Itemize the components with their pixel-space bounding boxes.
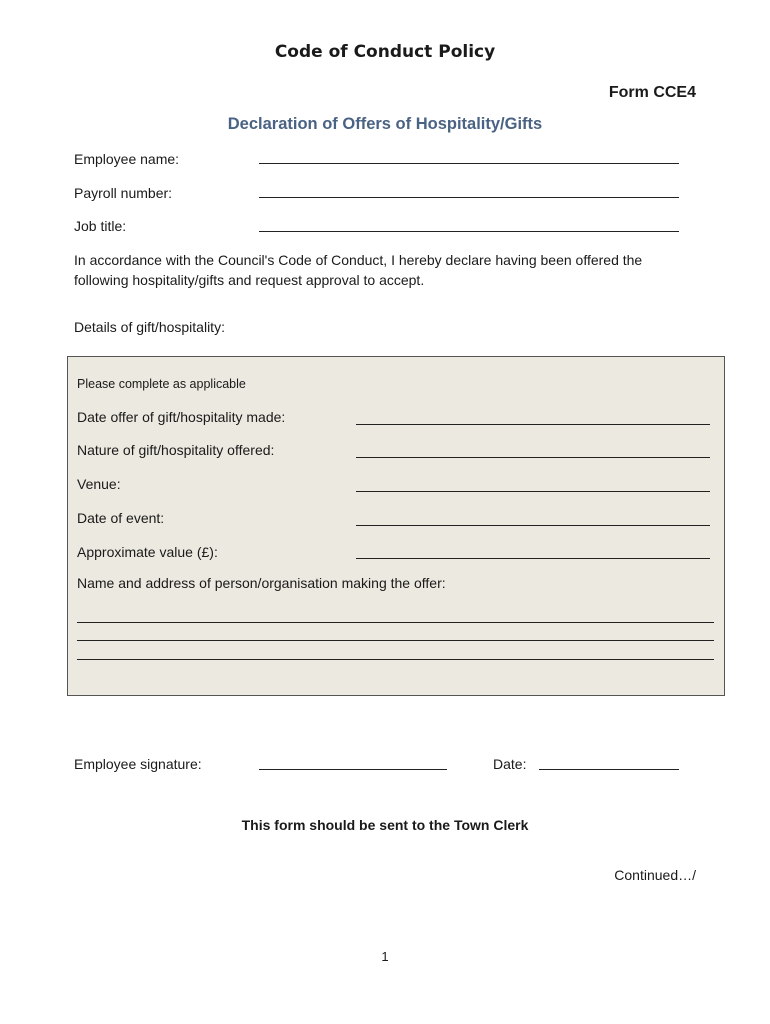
gift-details-box — [67, 356, 725, 696]
nature-field[interactable] — [356, 457, 710, 458]
date-field[interactable] — [539, 769, 679, 770]
employee-name-label: Employee name: — [74, 151, 180, 167]
address-label: Name and address of person/organisation making the offer: — [77, 575, 446, 591]
employee-name-field[interactable] — [259, 163, 679, 164]
declaration-text: In accordance with the Council's Code of Conduct, I hereby declare having been offered the following hospitality/gifts and request approval to accept. — [74, 252, 643, 288]
details-label: Details of gift/hospitality: — [74, 319, 225, 335]
value-field[interactable] — [356, 558, 710, 559]
payroll-number-label: Payroll number: — [74, 185, 173, 201]
form-code: Form CCE4 — [608, 84, 696, 101]
event-date-label: Date of event: — [77, 510, 165, 526]
event-date-field[interactable] — [356, 525, 710, 526]
continued-text: Continued…/ — [614, 867, 696, 883]
date-offer-field[interactable] — [356, 424, 710, 425]
form-subtitle: Declaration of Offers of Hospitality/Gifts — [227, 115, 543, 133]
date-label: Date: — [493, 756, 527, 772]
box-instruction: Please complete as applicable — [77, 377, 246, 391]
address-line-2[interactable] — [77, 640, 714, 641]
job-title-label: Job title: — [74, 218, 127, 234]
value-label: Approximate value (£): — [77, 544, 218, 560]
address-line-3[interactable] — [77, 659, 714, 660]
footer-note: This form should be sent to the Town Clerk — [241, 817, 529, 833]
signature-field[interactable] — [259, 769, 447, 770]
page-number: 1 — [381, 949, 389, 964]
job-title-field[interactable] — [259, 231, 679, 232]
venue-label: Venue: — [77, 476, 121, 492]
address-line-1[interactable] — [77, 622, 714, 623]
signature-label: Employee signature: — [74, 756, 202, 772]
nature-label: Nature of gift/hospitality offered: — [77, 442, 275, 458]
page-title: Code of Conduct Policy — [274, 42, 496, 62]
venue-field[interactable] — [356, 491, 710, 492]
date-offer-label: Date offer of gift/hospitality made: — [77, 409, 286, 425]
payroll-number-field[interactable] — [259, 197, 679, 198]
